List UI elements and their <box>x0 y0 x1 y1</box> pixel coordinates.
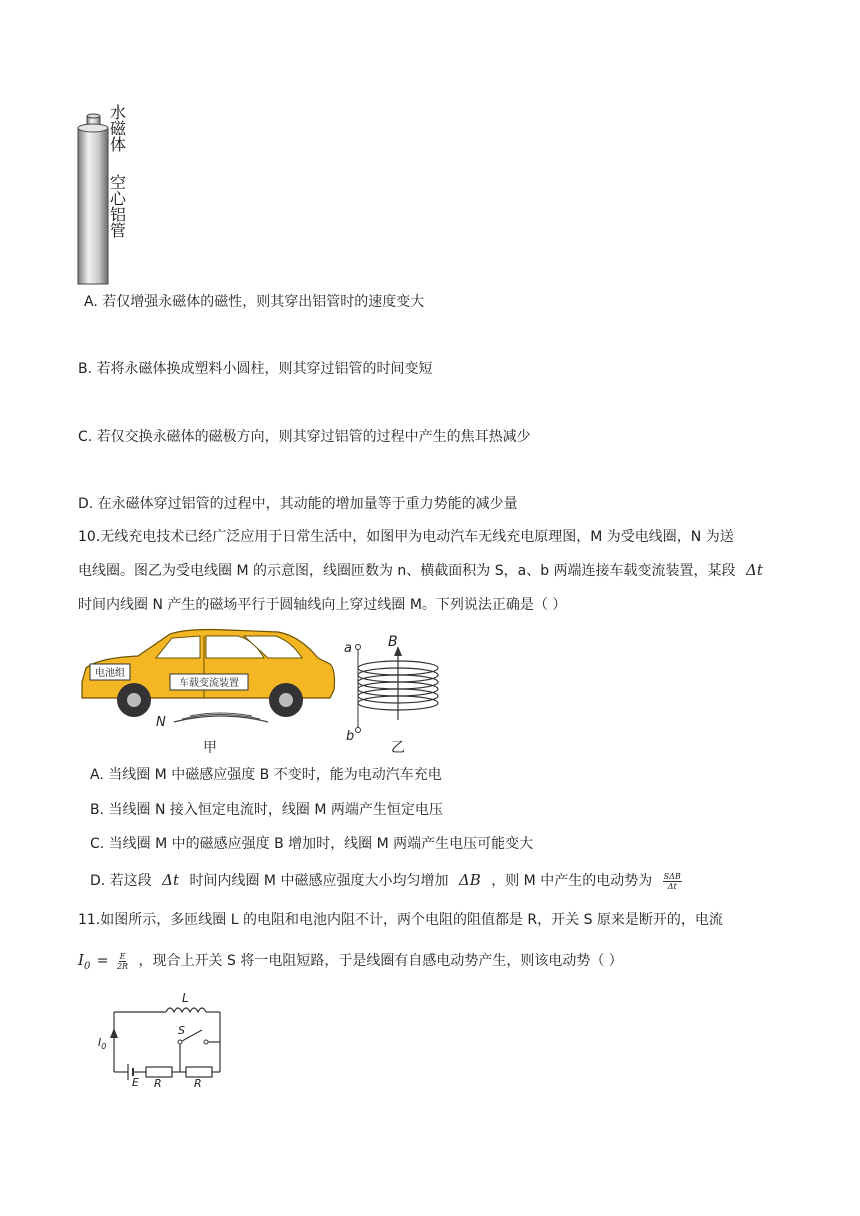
q10-option-d-mid: 时间内线圈 M 中磁感应强度大小均匀增加 <box>189 873 449 889</box>
battery-label: 电池组 <box>95 668 125 679</box>
q10-option-d-post: ，则 M 中产生的电动势为 <box>491 873 653 889</box>
q11-fraction-denominator: 2R <box>116 961 129 971</box>
q10-stem-line1: 10.无线充电技术已经广泛应用于日常生活中，如图甲为电动汽车无线充电原理图，M 为受电线圈，N 为送 <box>78 529 734 545</box>
terminal-a-label: a <box>344 641 352 656</box>
coil-figure <box>344 628 454 756</box>
tube-label: 空心铝管 <box>107 174 127 238</box>
converter-label: 车载变流装置 <box>179 678 239 689</box>
emf-fraction <box>663 872 682 891</box>
q10-option-a: A. 当线圈 M 中磁感应强度 B 不变时，能为电动汽车充电 <box>90 767 442 783</box>
q9-option-c: C. 若仅交换永磁体的磁极方向，则其穿过铝管的过程中产生的焦耳热减少 <box>78 429 531 445</box>
q10-stem-line2-text: 电线圈。图乙为受电线圈 M 的示意图，线圈匝数为 n、横截面积为 S，a、b 两端连接车载变流装置，某段 <box>78 563 736 579</box>
resistor-1-label: R <box>154 1077 162 1088</box>
resistor-2 <box>186 1067 212 1077</box>
q10-stem-line3: 时间内线圈 N 产生的磁场平行于圆轴线向上穿过线圈 M。下列说法正确是（ ） <box>78 597 567 613</box>
current-label: $I_0$ <box>98 1036 107 1051</box>
q10-option-d-db: ΔB <box>458 871 481 889</box>
q11-fraction-numerator: E <box>119 951 126 961</box>
q9-option-d: D. 在永磁体穿过铝管的过程中，其动能的增加量等于重力势能的减少量 <box>78 496 518 512</box>
q10-option-d-pre: D. 若这段 <box>90 873 152 889</box>
q11-current-subscript: 0 <box>83 961 91 972</box>
q9-option-a: A. 若仅增强永磁体的磁性，则其穿出铝管时的速度变大 <box>84 294 425 310</box>
fig-b-caption: 乙 <box>391 740 405 756</box>
q11-current-fraction <box>117 952 128 971</box>
q11-stem-line1: 11.如图所示，多匝线圈 L 的电阻和电池内阻不计，两个电阻的阻值都是 R，开关 S 原来是断开的，电流 <box>78 912 723 928</box>
q11-equals: = <box>96 953 109 969</box>
q10-option-d-dt: Δt <box>162 871 180 889</box>
inductor-label: L <box>182 991 189 1005</box>
q10-stem-line2 <box>78 560 763 581</box>
field-label: B <box>388 634 398 650</box>
magnet-label: 水磁体 <box>107 104 127 152</box>
q10-option-b: B. 当线圈 N 接入恒定电流时，线圈 M 两端产生恒定电压 <box>90 802 443 818</box>
q11-stem-line2-rest: ，现合上开关 S 将一电阻短路，于是线圈有自感电动势产生，则该电动势（ ） <box>138 953 623 969</box>
q9-option-b: B. 若将永磁体换成塑料小圆柱，则其穿过铝管的时间变短 <box>78 361 433 377</box>
q10-option-d <box>90 870 684 891</box>
q10-figure <box>78 628 478 756</box>
q11-circuit <box>94 988 234 1088</box>
tube-shape <box>78 128 108 284</box>
car-figure <box>78 628 338 756</box>
circuit-diagram <box>94 988 234 1088</box>
q10-delta-t: Δt <box>746 561 763 579</box>
q11-stem-line2 <box>78 950 623 977</box>
battery-e-label: E <box>132 1076 139 1088</box>
coil-n-label: N <box>156 715 166 730</box>
switch-label: S <box>178 1024 185 1037</box>
tube-figure <box>72 104 142 289</box>
resistor-1 <box>146 1067 172 1077</box>
fig-a-caption: 甲 <box>203 740 217 756</box>
q11-current-symbol: $I_0$ <box>78 951 91 972</box>
emf-denominator: Δt <box>667 881 677 891</box>
switch-blade <box>182 1030 202 1041</box>
emf-numerator: SΔB <box>663 871 681 881</box>
q10-option-c: C. 当线圈 M 中的磁感应强度 B 增加时，线圈 M 两端产生电压可能变大 <box>90 836 534 852</box>
resistor-2-label: R <box>194 1077 202 1088</box>
terminal-b-label: b <box>346 729 355 744</box>
inductor-symbol <box>166 1008 206 1012</box>
